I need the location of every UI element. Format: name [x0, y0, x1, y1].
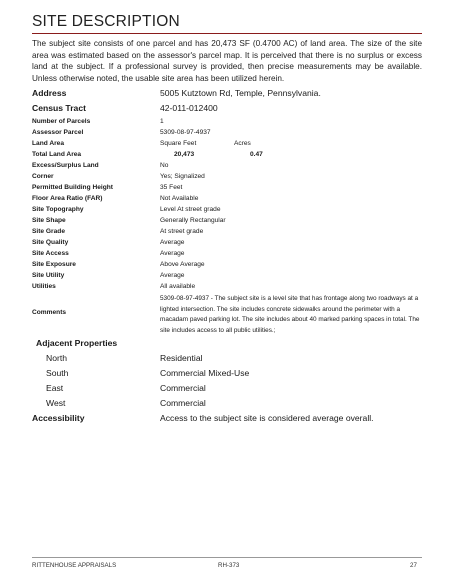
census-tract-label: Census Tract [32, 103, 86, 113]
census-tract-value: 42-011-012400 [160, 103, 218, 113]
address-label: Address [32, 88, 67, 98]
comments-text: 5309-08-97-4937 - The subject site is a level site that has frontage along two roadways at a lighted intersection. The site includes concrete sidewalks around the perimeter with a macadam paved parking lot. The site includes about 40 marked parking spaces in total. The site includes access to all public utilities.; [160, 295, 420, 334]
intro-paragraph: The subject site consists of one parcel and has 20,473 SF (0.4700 AC) of land area. The size of the site area was estimated based on the assessor's parcel map. It is perceived that there is no surplus or excess land at the subject. If a professional survey is provided, then precise measurements may be available. Unless otherwise noted, the usable site area has been utilized herein. [32, 39, 422, 83]
footer-page-number: 27 [410, 562, 417, 569]
accessibility-value: Access to the subject site is considered average overall. [160, 413, 374, 423]
footer-divider [32, 557, 422, 558]
page-title: SITE DESCRIPTION [32, 13, 180, 30]
footer-report-id: RH-373 [218, 562, 240, 569]
title-divider [32, 33, 422, 34]
footer-company: RITTENHOUSE APPRAISALS [32, 562, 117, 569]
accessibility-label: Accessibility [32, 413, 85, 423]
adjacent-properties-heading: Adjacent Properties [36, 338, 118, 348]
address-value: 5005 Kutztown Rd, Temple, Pennsylvania. [160, 88, 321, 98]
